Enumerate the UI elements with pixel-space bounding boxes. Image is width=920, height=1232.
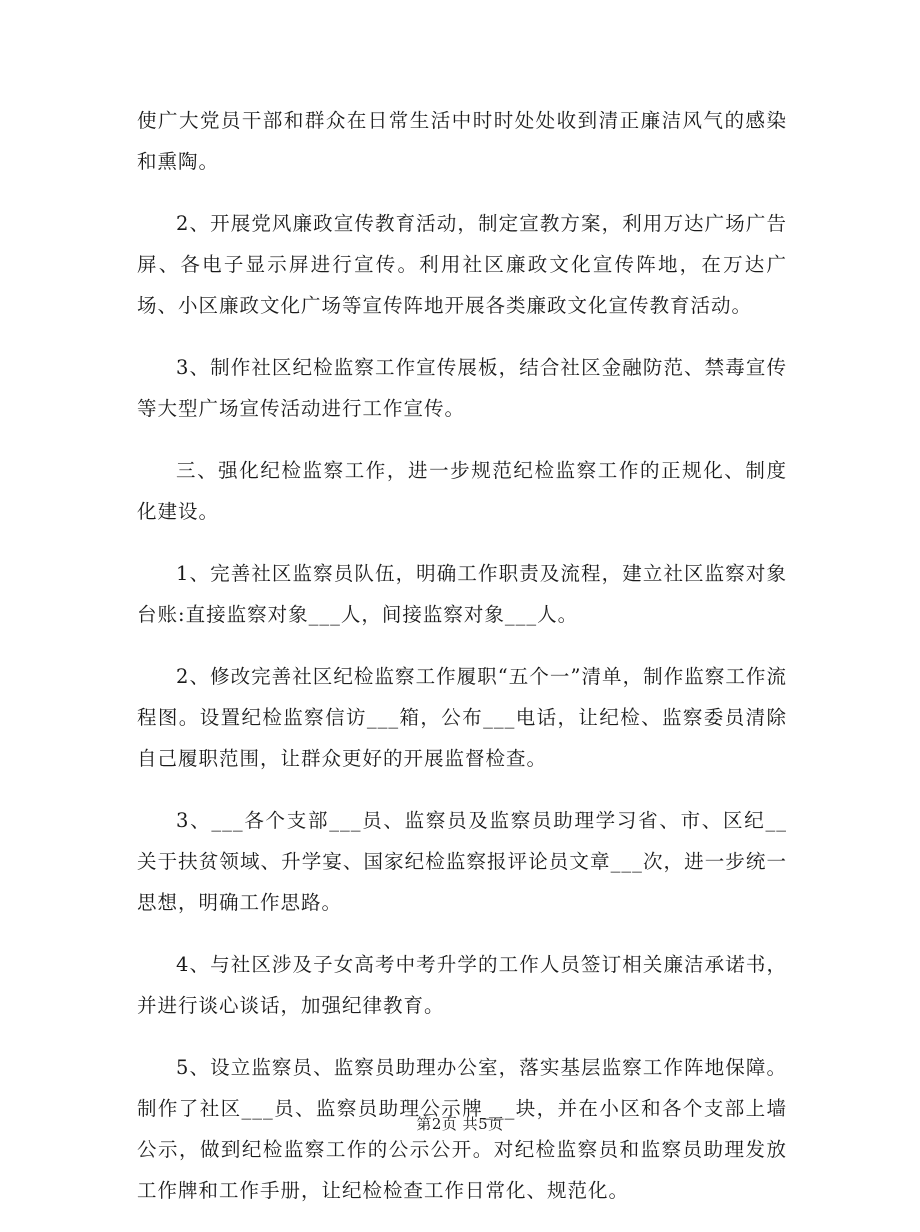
page-number-footer: 第2页 共5页 — [416, 1115, 504, 1133]
paragraph-item-4-pledge: 4、与社区涉及子女高考中考升学的工作人员签订相关廉洁承诺书，并进行谈心谈话，加强纪律教育。 — [137, 953, 787, 1017]
document-body — [137, 100, 787, 1232]
paragraph-item-1-supervisors: 1、完善社区监察员队伍，明确工作职责及流程，建立社区监察对象台账:直接监察对象___人，间接监察对象___人。 — [137, 562, 787, 626]
paragraph-item-2-propaganda: 2、开展党风廉政宣传教育活动，制定宣教方案，利用万达广场广告屏、各电子显示屏进行宣传。利用社区廉政文化宣传阵地，在万达广场、小区廉政文化广场等宣传阵地开展各类廉政文化宣传教育活动。 — [137, 212, 787, 317]
paragraph-item-3-study: 3、___各个支部___员、监察员及监察员助理学习省、市、区纪__关于扶贫领域、升学宴、国家纪检监察报评论员文章___次，进一步统一思想，明确工作思路。 — [137, 809, 787, 914]
paragraph-item-5-office: 5、设立监察员、监察员助理办公室，落实基层监察工作阵地保障。制作了社区___员、监察员助理公示牌___块，并在小区和各个支部上墙公示，做到纪检监察工作的公示公开。对纪检监察员和监察员助理发放工作牌和工作手册，让纪检检查工作日常化、规范化。 — [137, 1056, 787, 1202]
paragraph-item-3-display-boards: 3、制作社区纪检监察工作宣传展板，结合社区金融防范、禁毒宣传等大型广场宣传活动进行工作宣传。 — [137, 356, 787, 420]
section-heading-three: 三、强化纪检监察工作，进一步规范纪检监察工作的正规化、制度化建设。 — [137, 459, 787, 523]
paragraph-continuation: 使广大党员干部和群众在日常生活中时时处处收到清正廉洁风气的感染和熏陶。 — [137, 109, 787, 173]
paragraph-item-2-checklist: 2、修改完善社区纪检监察工作履职“五个一”清单，制作监察工作流程图。设置纪检监察信访___箱，公布___电话，让纪检、监察委员清除自己履职范围，让群众更好的开展监督检查。 — [137, 665, 787, 770]
